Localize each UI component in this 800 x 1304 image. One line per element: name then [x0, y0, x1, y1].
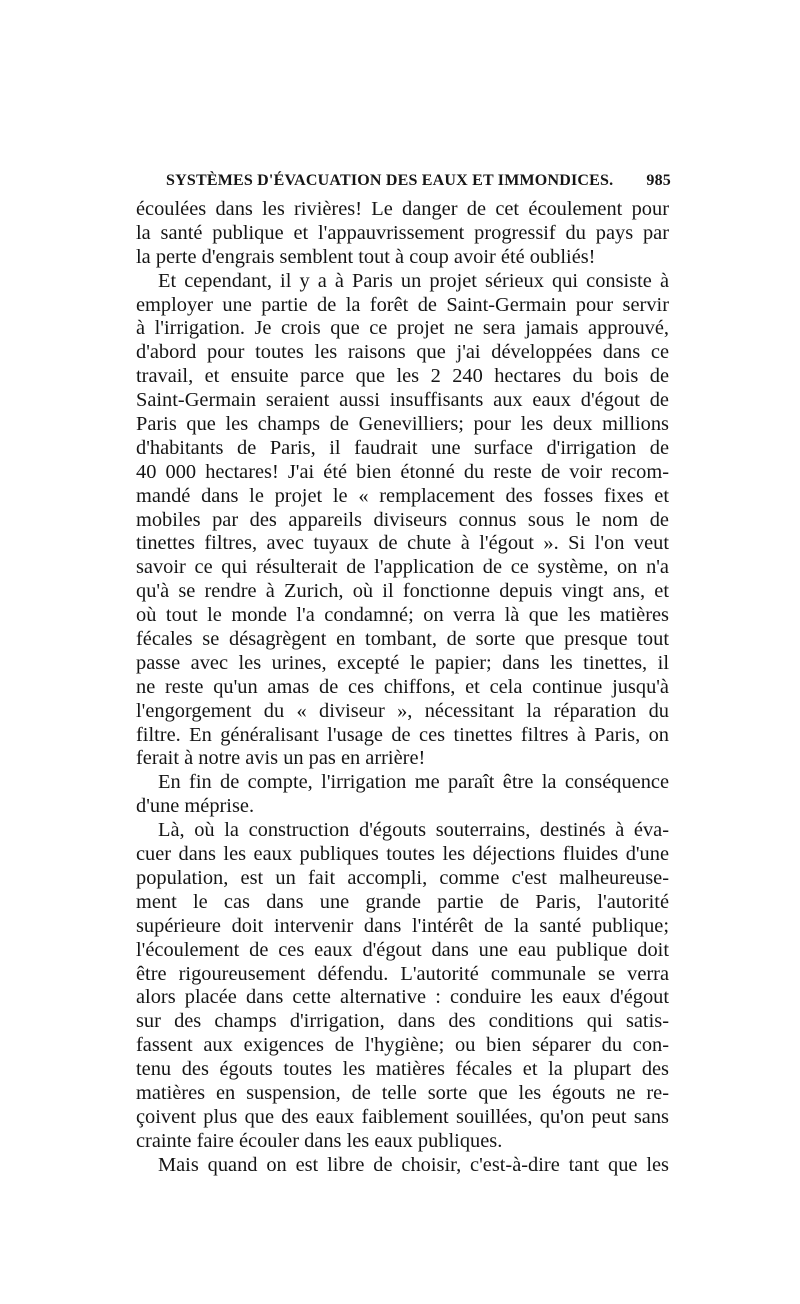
- text-line: employer une partie de la forêt de Saint-Germain pour servir: [136, 293, 669, 316]
- running-title: SYSTÈMES D'ÉVACUATION DES EAUX ET IMMONDICES.: [166, 172, 614, 189]
- text-line: tinettes filtres, avec tuyaux de chute à l'égout ». Si l'on veut: [136, 532, 669, 555]
- text-line: Saint-Germain seraient aussi insuffisants aux eaux d'égout de: [136, 389, 669, 412]
- text-line: d'habitants de Paris, il faudrait une surface d'irrigation de: [136, 436, 669, 459]
- text-line: la santé publique et l'appauvrissement progressif du pays par: [136, 221, 669, 244]
- text-line: mobiles par des appareils diviseurs connus sous le nom de: [136, 508, 669, 531]
- text-line: Là, où la construction d'égouts souterrains, destinés à éva-: [158, 819, 669, 842]
- text-line: où tout le monde l'a condamné; on verra là que les matières: [136, 604, 669, 627]
- text-line: écoulées dans les rivières! Le danger de cet écoulement pour: [136, 198, 669, 220]
- text-line: la perte d'engrais semblent tout à coup avoir été oubliés!: [136, 245, 596, 268]
- text-line: l'écoulement de ces eaux d'égout dans une eau publique doit: [136, 938, 669, 961]
- text-line: supérieure doit intervenir dans l'intérêt de la santé publique;: [136, 914, 669, 937]
- text-line: fécales se désagrègent en tombant, de sorte que presque tout: [136, 628, 669, 651]
- text-line: qu'à se rendre à Zurich, où il fonctionne depuis vingt ans, et: [136, 580, 669, 603]
- body-text: [136, 198, 669, 1178]
- text-line: sur des champs d'irrigation, dans des conditions qui satis-: [136, 1010, 669, 1033]
- running-header: [136, 172, 671, 196]
- text-line: mandé dans le projet le « remplacement des fosses fixes et: [136, 484, 669, 507]
- text-line: passe avec les urines, excepté le papier; dans les tinettes, il: [136, 651, 669, 674]
- text-line: filtre. En généralisant l'usage de ces tinettes filtres à Paris, on: [136, 723, 669, 746]
- text-line: travail, et ensuite parce que les 2 240 hectares du bois de: [136, 365, 669, 388]
- text-line: d'abord pour toutes les raisons que j'ai développées dans ce: [136, 341, 669, 364]
- text-line: 40 000 hectares! J'ai été bien étonné du reste de voir recom-: [136, 460, 669, 483]
- text-line: cuer dans les eaux publiques toutes les déjections fluides d'une: [136, 843, 669, 866]
- text-line: ment le cas dans une grande partie de Paris, l'autorité: [136, 890, 669, 913]
- text-line: crainte faire écouler dans les eaux publiques.: [136, 1129, 503, 1152]
- text-line: En fin de compte, l'irrigation me paraît être la conséquence: [158, 771, 669, 794]
- text-line: matières en suspension, de telle sorte que les égouts ne re-: [136, 1081, 669, 1104]
- text-line: population, est un fait accompli, comme c'est malheureuse-: [136, 866, 669, 889]
- text-line: tenu des égouts toutes les matières fécales et la plupart des: [136, 1058, 669, 1081]
- text-line: à l'irrigation. Je crois que ce projet ne sera jamais approuvé,: [136, 317, 669, 340]
- text-line: Paris que les champs de Genevilliers; pour les deux millions: [136, 413, 669, 436]
- text-line: Et cependant, il y a à Paris un projet sérieux qui consiste à: [158, 269, 669, 292]
- text-line: être rigoureusement défendu. L'autorité communale se verra: [136, 962, 669, 985]
- text-line: ne reste qu'un amas de ces chiffons, et cela continue jusqu'à: [136, 675, 669, 698]
- text-line: d'une méprise.: [136, 795, 255, 818]
- text-line: alors placée dans cette alternative : conduire les eaux d'égout: [136, 986, 669, 1009]
- text-line: fassent aux exigences de l'hygiène; ou bien séparer du con-: [136, 1034, 669, 1057]
- text-line: çoivent plus que des eaux faiblement souillées, qu'on peut sans: [136, 1105, 669, 1128]
- text-line: savoir ce qui résulterait de l'application de ce système, on n'a: [136, 556, 669, 579]
- page-number: 985: [646, 172, 671, 189]
- text-line: Mais quand on est libre de choisir, c'est-à-dire tant que les: [158, 1153, 669, 1176]
- text-line: ferait à notre avis un pas en arrière!: [136, 747, 426, 770]
- text-line: l'engorgement du « diviseur », nécessitant la réparation du: [136, 699, 669, 722]
